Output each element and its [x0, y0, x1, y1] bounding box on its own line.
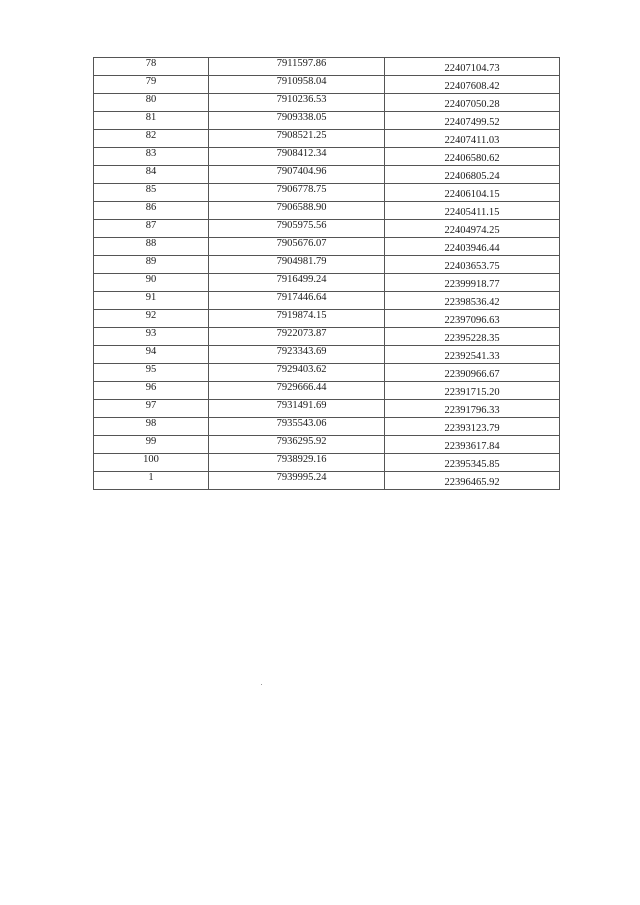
table-row — [94, 328, 560, 346]
table-row — [94, 346, 560, 364]
point-number: 86 — [94, 202, 209, 220]
point-number: 89 — [94, 256, 209, 274]
x-coordinate: 7929666.44 — [209, 382, 385, 400]
y-coordinate: 22390966.67 — [385, 364, 560, 382]
table-row — [94, 184, 560, 202]
x-coordinate: 7908521.25 — [209, 130, 385, 148]
table-row — [94, 400, 560, 418]
table-row — [94, 436, 560, 454]
y-coordinate: 22398536.42 — [385, 292, 560, 310]
table-row — [94, 238, 560, 256]
scan-speck — [261, 684, 262, 685]
y-coordinate: 22393123.79 — [385, 418, 560, 436]
x-coordinate: 7931491.69 — [209, 400, 385, 418]
y-coordinate: 22407050.28 — [385, 94, 560, 112]
point-number: 84 — [94, 166, 209, 184]
table-row — [94, 148, 560, 166]
y-coordinate: 22393617.84 — [385, 436, 560, 454]
x-coordinate: 7911597.86 — [209, 58, 385, 76]
point-number: 81 — [94, 112, 209, 130]
y-coordinate: 22406104.15 — [385, 184, 560, 202]
x-coordinate: 7910958.04 — [209, 76, 385, 94]
table-row — [94, 256, 560, 274]
table-row — [94, 274, 560, 292]
point-number: 79 — [94, 76, 209, 94]
point-number: 1 — [94, 472, 209, 490]
x-coordinate: 7939995.24 — [209, 472, 385, 490]
y-coordinate: 22404974.25 — [385, 220, 560, 238]
x-coordinate: 7908412.34 — [209, 148, 385, 166]
y-coordinate: 22399918.77 — [385, 274, 560, 292]
table-row — [94, 94, 560, 112]
point-number: 93 — [94, 328, 209, 346]
table-row — [94, 382, 560, 400]
table-row — [94, 220, 560, 238]
point-number: 95 — [94, 364, 209, 382]
x-coordinate: 7916499.24 — [209, 274, 385, 292]
x-coordinate: 7917446.64 — [209, 292, 385, 310]
table-row — [94, 292, 560, 310]
table-row — [94, 58, 560, 76]
y-coordinate: 22403653.75 — [385, 256, 560, 274]
table-row — [94, 130, 560, 148]
point-number: 98 — [94, 418, 209, 436]
y-coordinate: 22397096.63 — [385, 310, 560, 328]
x-coordinate: 7906778.75 — [209, 184, 385, 202]
y-coordinate: 22405411.15 — [385, 202, 560, 220]
x-coordinate: 7935543.06 — [209, 418, 385, 436]
point-number: 100 — [94, 454, 209, 472]
x-coordinate: 7929403.62 — [209, 364, 385, 382]
point-number: 80 — [94, 94, 209, 112]
table-row — [94, 418, 560, 436]
point-number: 92 — [94, 310, 209, 328]
x-coordinate: 7904981.79 — [209, 256, 385, 274]
point-number: 88 — [94, 238, 209, 256]
coordinates-table — [93, 57, 560, 490]
x-coordinate: 7919874.15 — [209, 310, 385, 328]
table-row — [94, 364, 560, 382]
y-coordinate: 22407104.73 — [385, 58, 560, 76]
x-coordinate: 7905676.07 — [209, 238, 385, 256]
point-number: 85 — [94, 184, 209, 202]
x-coordinate: 7906588.90 — [209, 202, 385, 220]
x-coordinate: 7936295.92 — [209, 436, 385, 454]
point-number: 78 — [94, 58, 209, 76]
x-coordinate: 7909338.05 — [209, 112, 385, 130]
table-row — [94, 76, 560, 94]
point-number: 99 — [94, 436, 209, 454]
y-coordinate: 22395345.85 — [385, 454, 560, 472]
y-coordinate: 22406805.24 — [385, 166, 560, 184]
y-coordinate: 22403946.44 — [385, 238, 560, 256]
table-row — [94, 310, 560, 328]
table-row — [94, 472, 560, 490]
point-number: 90 — [94, 274, 209, 292]
point-number: 91 — [94, 292, 209, 310]
y-coordinate: 22407411.03 — [385, 130, 560, 148]
y-coordinate: 22395228.35 — [385, 328, 560, 346]
y-coordinate: 22407499.52 — [385, 112, 560, 130]
point-number: 82 — [94, 130, 209, 148]
y-coordinate: 22407608.42 — [385, 76, 560, 94]
point-number: 96 — [94, 382, 209, 400]
y-coordinate: 22406580.62 — [385, 148, 560, 166]
x-coordinate: 7907404.96 — [209, 166, 385, 184]
point-number: 97 — [94, 400, 209, 418]
table-row — [94, 454, 560, 472]
y-coordinate: 22391715.20 — [385, 382, 560, 400]
x-coordinate: 7938929.16 — [209, 454, 385, 472]
y-coordinate: 22392541.33 — [385, 346, 560, 364]
point-number: 83 — [94, 148, 209, 166]
point-number: 94 — [94, 346, 209, 364]
x-coordinate: 7905975.56 — [209, 220, 385, 238]
y-coordinate: 22391796.33 — [385, 400, 560, 418]
y-coordinate: 22396465.92 — [385, 472, 560, 490]
table-row — [94, 202, 560, 220]
x-coordinate: 7910236.53 — [209, 94, 385, 112]
x-coordinate: 7923343.69 — [209, 346, 385, 364]
x-coordinate: 7922073.87 — [209, 328, 385, 346]
table-row — [94, 112, 560, 130]
table-row — [94, 166, 560, 184]
point-number: 87 — [94, 220, 209, 238]
